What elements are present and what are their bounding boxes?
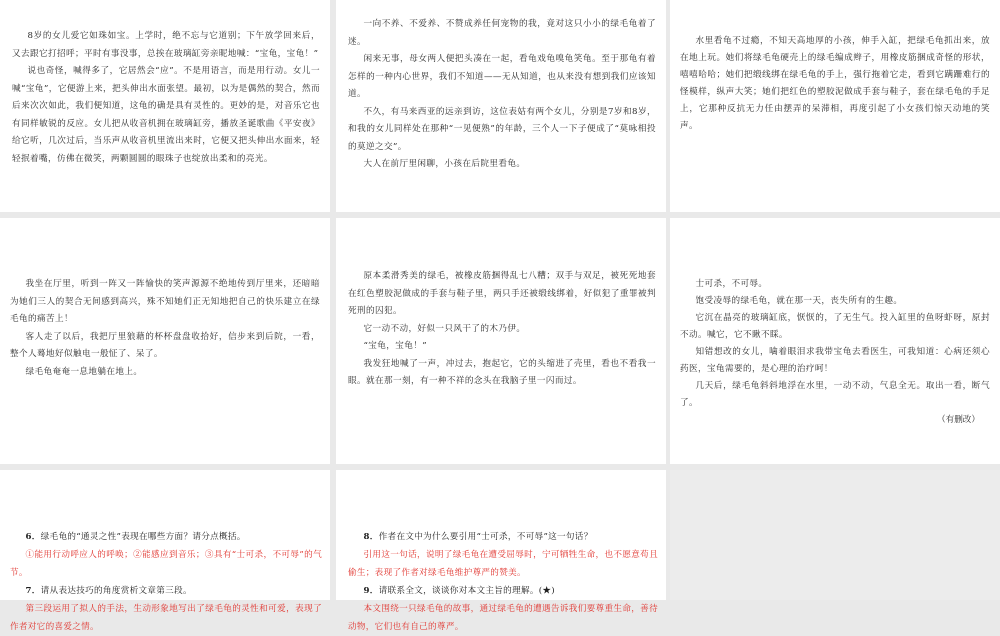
answer: 第三段运用了拟人的手法，生动形象地写出了绿毛龟的灵性和可爱，表现了作者对它的喜爱之情。 bbox=[10, 604, 322, 632]
source-note: （有删改） bbox=[937, 415, 980, 425]
page-panel-7 bbox=[0, 470, 330, 632]
question-text: 绿毛龟的“通灵之性”表现在哪些方面？请分点概括。 bbox=[40, 532, 246, 542]
question-number: 7． bbox=[25, 586, 41, 596]
paragraph: 绿毛龟奄奄一息地躺在地上。 bbox=[25, 366, 143, 377]
paragraph: 它一动不动，好似一只风干了的木乃伊。 bbox=[363, 323, 526, 334]
paragraph: 士可杀，不可辱。 bbox=[695, 279, 768, 289]
paragraph: 原本柔滑秀美的绿毛，被橡皮筋捆得乱七八糟；双手与双足，被死死地套在红色塑胶泥做成的手套与鞋子里，两只手还被缎线绑着，好似犯了重罪被判死刑的囚犯。 bbox=[348, 271, 656, 316]
question bbox=[10, 582, 322, 600]
paragraph: 我坐在厅里，听到一阵又一阵愉快的笑声源源不绝地传到厅里来，还暗暗为她们三人的契合无间感到高兴，殊不知她们正无知地把自己的快乐建立在绿毛龟的痛苦上！ bbox=[10, 279, 320, 324]
paragraph: 饱受凌辱的绿毛龟，就在那一天，丧失所有的生趣。 bbox=[695, 296, 903, 306]
paragraph: 客人走了以后，我把厅里狼藉的杯杯盘盘收拾好，信步来到后院，一看，整个人蓦地好似触电一般怔了、呆了。 bbox=[10, 331, 320, 359]
question bbox=[348, 582, 658, 600]
question-text: 请从表达技巧的角度赏析文章第三段。 bbox=[40, 586, 192, 596]
page-panel-3 bbox=[670, 0, 1000, 212]
paragraph: 知错想改的女儿，噙着眼泪求我带宝龟去看医生，可我知道：心病还须心药医，宝龟需要的，是心理的治疗呵！ bbox=[680, 347, 990, 374]
answer: 本文围绕一只绿毛龟的故事，通过绿毛龟的遭遇告诉我们要尊重生命，善待动物，它们也有自己的尊严。 bbox=[348, 604, 658, 632]
answer: 引用这一句话，说明了绿毛龟在遭受屈辱时，宁可牺牲生命，也不愿意苟且偷生；表现了作者对绿毛龟维护尊严的赞美。 bbox=[348, 550, 658, 578]
paragraph: 它沉在晶亮的玻璃缸底，恹恹的，了无生气。投入缸里的鱼呀虾呀，原封不动。喊它，它不瞅不睬。 bbox=[680, 313, 990, 340]
page-panel-4 bbox=[0, 218, 330, 464]
paragraph: 大人在前厅里闲聊，小孩在后院里看龟。 bbox=[363, 159, 526, 169]
question-number: 8． bbox=[363, 532, 379, 542]
paragraph: 几天后，绿毛龟斜斜地浮在水里，一动不动，气息全无。取出一看，断气了。 bbox=[680, 381, 990, 408]
answer: ①能用行动呼应人的呼唤；②能感应到音乐；③具有“士可杀，不可辱”的气节。 bbox=[10, 550, 322, 578]
paragraph: 8岁的女儿爱它如珠如宝。上学时，绝不忘与它道别；下午放学回来后，又去跟它打招呼；平时有事没事，总挨在玻璃缸旁亲昵地喊：“宝龟，宝龟！” bbox=[12, 31, 320, 59]
paragraph: 我发狂地喊了一声，冲过去，抱起它，它的头缩进了壳里，看也不看我一眼。就在那一刻，有一种不祥的念头在我脑子里一闪而过。 bbox=[348, 358, 656, 386]
question-number: 6． bbox=[25, 532, 41, 542]
paragraph: 水里看龟不过瘾，不知天高地厚的小孩，伸手入缸，把绿毛龟抓出来，放在地上玩。她们将绿毛龟硬壳上的绿毛编成辫子，用橡皮筋捆成奇怪的形状，嘻嘻哈哈；她们把缎线绑在绿毛龟的手上，强行拖着它走，看到它蹒跚难行的怪模样，纵声大笑；她们把红色的塑胶泥做成手套与鞋子，套在绿毛龟的手足上，它那种反抗无力任由摆弄的呆滞相，再度引起了小女孩们惊天动地的笑声。 bbox=[680, 36, 990, 131]
question bbox=[348, 528, 658, 546]
page-panel-1 bbox=[0, 0, 330, 212]
paragraph: “宝龟，宝龟！” bbox=[363, 341, 428, 351]
page-panel-8 bbox=[336, 470, 666, 632]
page-panel-2 bbox=[336, 0, 666, 212]
question-text: 请联系全文，谈谈你对本文主旨的理解。(★) bbox=[378, 586, 555, 596]
empty-panel bbox=[670, 470, 1000, 600]
paragraph: 不久，有马来西亚的远亲到访，这位表姑有两个女儿，分别是7岁和8岁，和我的女儿同样处在那种“一见便熟”的年龄，三个人一下子便成了“莫咏相投的莫逆之交”。 bbox=[348, 106, 656, 152]
question-number: 9． bbox=[363, 586, 379, 596]
page-panel-5 bbox=[336, 218, 666, 464]
paragraph: 闲来无事，母女两人便把头凑在一起，看龟戏龟嗅龟笑龟。至于那龟有着怎样的一种内心世界，我们不知道——无从知道，也从来没有想到我们应该知道。 bbox=[348, 54, 656, 99]
paragraph: 一向不养、不爱养、不赞成养任何宠物的我，竟对这只小小的绿毛龟着了迷。 bbox=[348, 19, 656, 47]
question-text: 作者在文中为什么要引用“士可杀，不可辱”这一句话？ bbox=[378, 532, 593, 542]
question bbox=[10, 528, 322, 546]
page-panel-6 bbox=[670, 218, 1000, 464]
paragraph: 说也奇怪，喊得多了，它居然会“应”。不是用语言，而是用行动。女儿一喊“宝龟”，它便游上来，把头伸出水面张望。最初，以为是偶然的契合，然而后来次次如此，我们便知道，这龟的确是具有灵性的。更妙的是，对音乐它也有同样敏锐的反应。女儿把从收音机拥在玻璃缸旁，播放圣诞歌曲《平安夜》给它听，几次过后，当乐声从收音机里流出来时，它便又把头伸出水面来，轻轻抿着嘴，仿佛在微笑，两颗圆圆的眼珠子也绽放出柔和的亮光。 bbox=[12, 66, 320, 164]
